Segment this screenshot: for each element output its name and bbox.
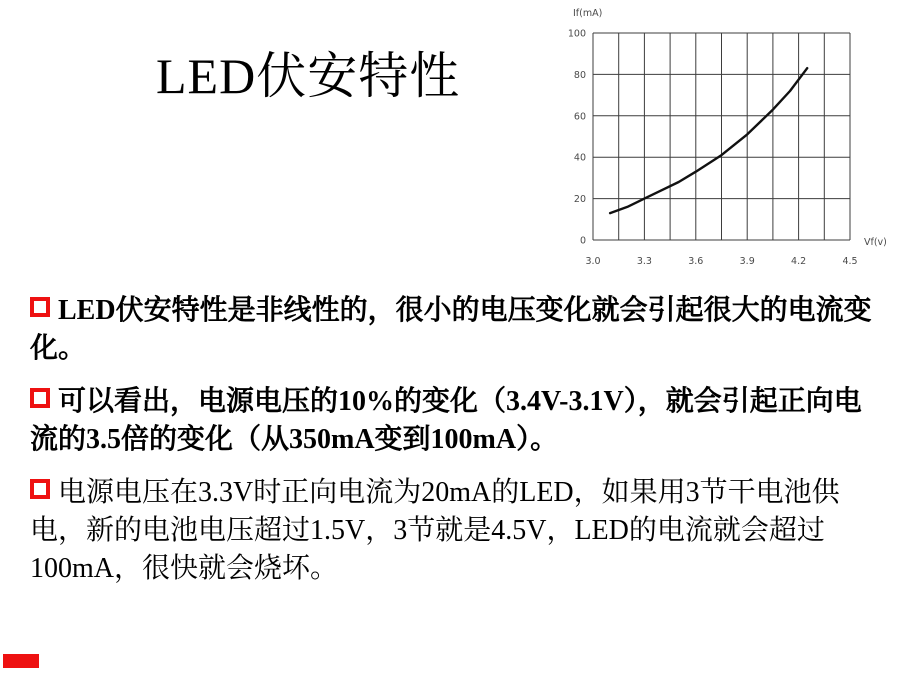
svg-text:3.6: 3.6 (688, 256, 704, 267)
bullet-square-icon (30, 479, 50, 499)
svg-text:3.3: 3.3 (636, 256, 652, 267)
svg-text:100: 100 (567, 28, 586, 40)
vi-chart-svg (548, 0, 900, 275)
svg-text:60: 60 (573, 111, 586, 123)
slide-title: LED伏安特性 (156, 48, 461, 104)
bullet-item-1 (30, 292, 878, 368)
bullet-square-icon (30, 388, 50, 408)
vi-curve (610, 68, 807, 213)
svg-text:0: 0 (579, 235, 586, 247)
svg-text:3.9: 3.9 (739, 256, 755, 267)
bullet-text-3: 电源电压在3.3V时正向电流为20mA的LED，如果用3节干电池供电，新的电池电压超过1.5V，3节就是4.5V，LED的电流就会超过100mA，很快就会烧坏。 (30, 477, 840, 584)
chart-grid (593, 33, 850, 240)
bullet-text-1: LED伏安特性是非线性的，很小的电压变化就会引起很大的电流变化。 (30, 295, 872, 364)
slide-accent-bar (3, 654, 39, 668)
chart-tick-labels (568, 29, 858, 268)
y-axis-title: If(mA) (573, 8, 603, 19)
bullet-item-2 (30, 383, 878, 459)
chart-axis-titles (573, 8, 887, 248)
bullet-square-icon (30, 297, 50, 317)
svg-text:4.5: 4.5 (842, 256, 858, 267)
svg-text:3.0: 3.0 (585, 256, 601, 267)
vi-characteristic-chart (548, 0, 900, 275)
svg-text:4.2: 4.2 (791, 256, 807, 267)
bullet-list (30, 292, 878, 603)
svg-text:40: 40 (573, 152, 586, 164)
svg-text:80: 80 (573, 69, 586, 81)
bullet-text-2: 可以看出，电源电压的10%的变化（3.4V-3.1V），就会引起正向电流的3.5倍的变化（从350mA变到100mA）。 (30, 386, 862, 455)
svg-text:20: 20 (573, 194, 586, 206)
bullet-item-3 (30, 474, 878, 588)
x-axis-title: Vf(v) (864, 237, 887, 248)
